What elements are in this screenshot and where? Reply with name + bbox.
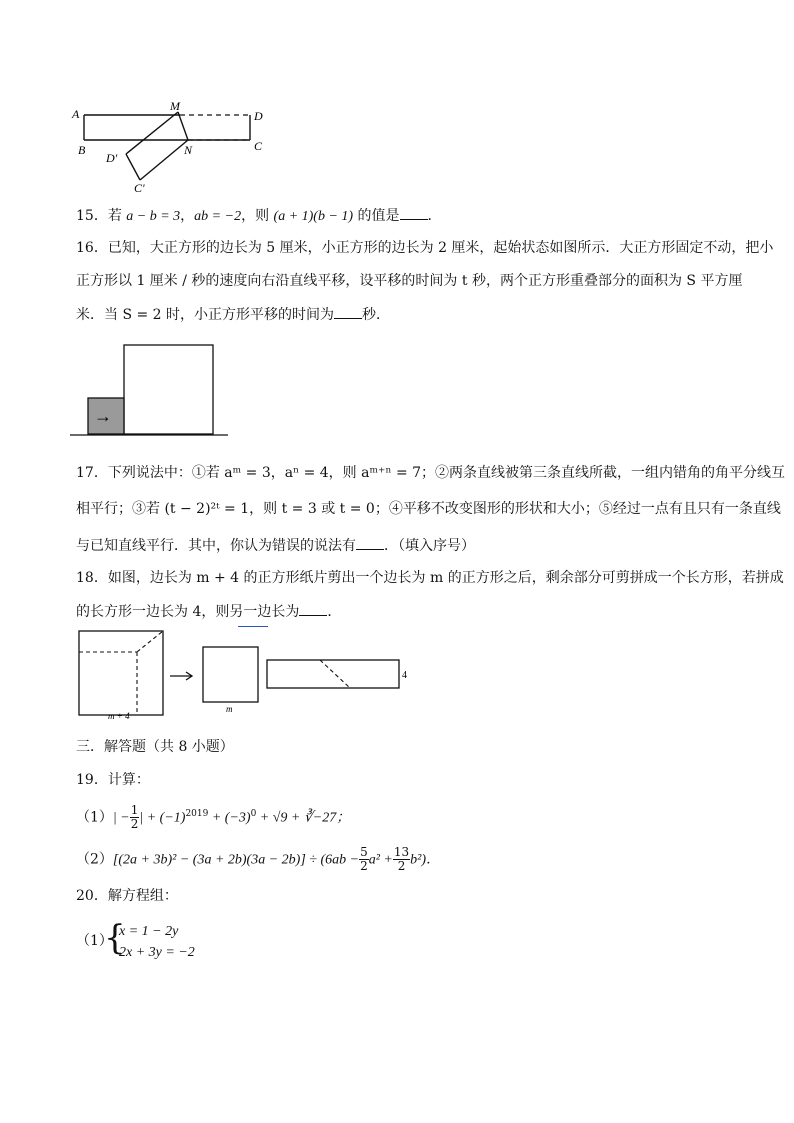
- q15-end: ．: [427, 208, 442, 224]
- question-16-line1: 16．已知，大正方形的边长为 5 厘米，小正方形的边长为 2 厘米，起始状态如图所示．大正方形固定不动，把小: [76, 240, 774, 256]
- question-16-line2: 正方形以 1 厘米 / 秒的速度向右沿直线平移，设平移的时间为 t 秒，两个正方形重叠部分的面积为 S 平方厘: [76, 273, 743, 289]
- q20-equation-1: x = 1 − 2y: [119, 924, 179, 939]
- arrow-icon: →: [94, 406, 112, 426]
- q17-answer-blank[interactable]: [356, 535, 384, 550]
- q19-part2-fraction1: [359, 846, 369, 873]
- fraction-denominator: 2: [360, 859, 368, 873]
- question-17-line3: [76, 535, 475, 556]
- figure-square-cut: [74, 628, 414, 720]
- figure-rectangle-translation: [70, 98, 270, 194]
- q18-answer-blank[interactable]: [299, 601, 327, 616]
- fig18-label-big: m + 4: [108, 711, 130, 720]
- q15-mid: ，则: [241, 208, 274, 224]
- fraction-numerator: 13: [393, 845, 410, 859]
- question-20-part1-label: （1）: [76, 933, 113, 949]
- q17-line3-text: 与已知直线平行．其中，你认为错误的说法有: [76, 538, 356, 554]
- q19-part2-label: （2）: [76, 851, 113, 868]
- section-3-title: 三．解答题（共 8 小题）: [76, 739, 234, 755]
- q18-line2-text: 的长方形一边长为 4，则另一边长为: [76, 604, 300, 620]
- q18-line2-end: ．: [327, 604, 342, 620]
- fraction-denominator: 2: [130, 817, 139, 832]
- fig14-label-cprime: C': [134, 181, 145, 194]
- fig14-label-m: M: [170, 99, 180, 113]
- q19-part1-b: | + (−1): [139, 810, 186, 826]
- q19-part1-d: + √9 + ∛−27；: [256, 810, 351, 826]
- question-16-line3: [76, 304, 390, 325]
- question-18-line2: [76, 601, 341, 622]
- q16-answer-blank[interactable]: [334, 304, 362, 319]
- question-17-line2: 相平行；③若 (t − 2)²ᵗ = 1，则 t = 3 或 t = 0；④平移不改变图形的形状和大小；⑤经过一点有且只有一条直线: [76, 501, 781, 517]
- question-19-part1: [76, 804, 350, 831]
- fraction-numerator: 1: [130, 803, 139, 818]
- q15-expr3: (a + 1)(b − 1): [273, 209, 354, 224]
- q19-part2-fraction2: [393, 846, 410, 873]
- q19-part1-exp1: 2019: [185, 809, 209, 819]
- system-brace: {: [104, 918, 126, 958]
- q15-tail: 的值是: [353, 208, 400, 224]
- q19-part1-fraction: [130, 804, 140, 831]
- fraction-denominator: 2: [397, 859, 406, 873]
- q19-part2-c: b²)．: [410, 852, 441, 868]
- figure-squares-translation: [68, 340, 232, 440]
- fraction-numerator: 5: [360, 845, 368, 859]
- question-20-title: 20．解方程组：: [76, 888, 178, 904]
- q20-equation-2: 2x + 3y = −2: [119, 945, 195, 960]
- q19-part1-a: | −: [112, 810, 130, 826]
- q19-part1-exp2: 0: [250, 809, 257, 819]
- fig14-label-a: A: [72, 107, 80, 121]
- question-17-line1: 17．下列说法中：①若 aᵐ = 3，aⁿ = 4，则 aᵐ⁺ⁿ = 7；②两条直线被第三条直线所截，一组内错角的角平分线互: [76, 465, 786, 481]
- q19-part1-label: （1）: [76, 809, 113, 826]
- q15-sep: ，: [180, 208, 195, 224]
- q19-part1-c: + (−3): [208, 810, 251, 826]
- q19-part2-a: [(2a + 3b)² − (3a + 2b)(3a − 2b)] ÷ (6ab −: [112, 852, 360, 868]
- q15-expr2: ab = −2: [194, 209, 242, 224]
- question-19-title: 19．计算：: [76, 772, 150, 788]
- fig18-label-rect: 4: [402, 670, 407, 681]
- fig14-label-d: D: [254, 109, 263, 123]
- question-19-part2: [76, 846, 440, 873]
- fig14-label-n: N: [184, 143, 193, 157]
- fig14-label-dprime: D': [106, 151, 118, 165]
- question-15: [76, 205, 442, 227]
- q17-line3-end: ．（填入序号）: [384, 538, 475, 554]
- fig14-label-b: B: [78, 143, 86, 157]
- q15-expr1: a − b = 3: [126, 209, 181, 224]
- q16-line3-end: 秒．: [362, 307, 391, 323]
- q19-part2-b: a² +: [368, 852, 393, 868]
- blue-underline-mark: [238, 626, 268, 627]
- question-18-line1: 18．如图，边长为 m + 4 的正方形纸片剪出一个边长为 m 的正方形之后，剩余部分可剪拼成一个长方形，若拼成: [76, 570, 784, 586]
- fig14-label-c: C: [254, 139, 263, 153]
- q15-number: 15．若: [76, 208, 127, 224]
- q16-line3-text: 米．当 S = 2 时，小正方形平移的时间为: [76, 307, 335, 323]
- fig18-label-small: m: [226, 704, 233, 714]
- q15-answer-blank[interactable]: [400, 205, 428, 220]
